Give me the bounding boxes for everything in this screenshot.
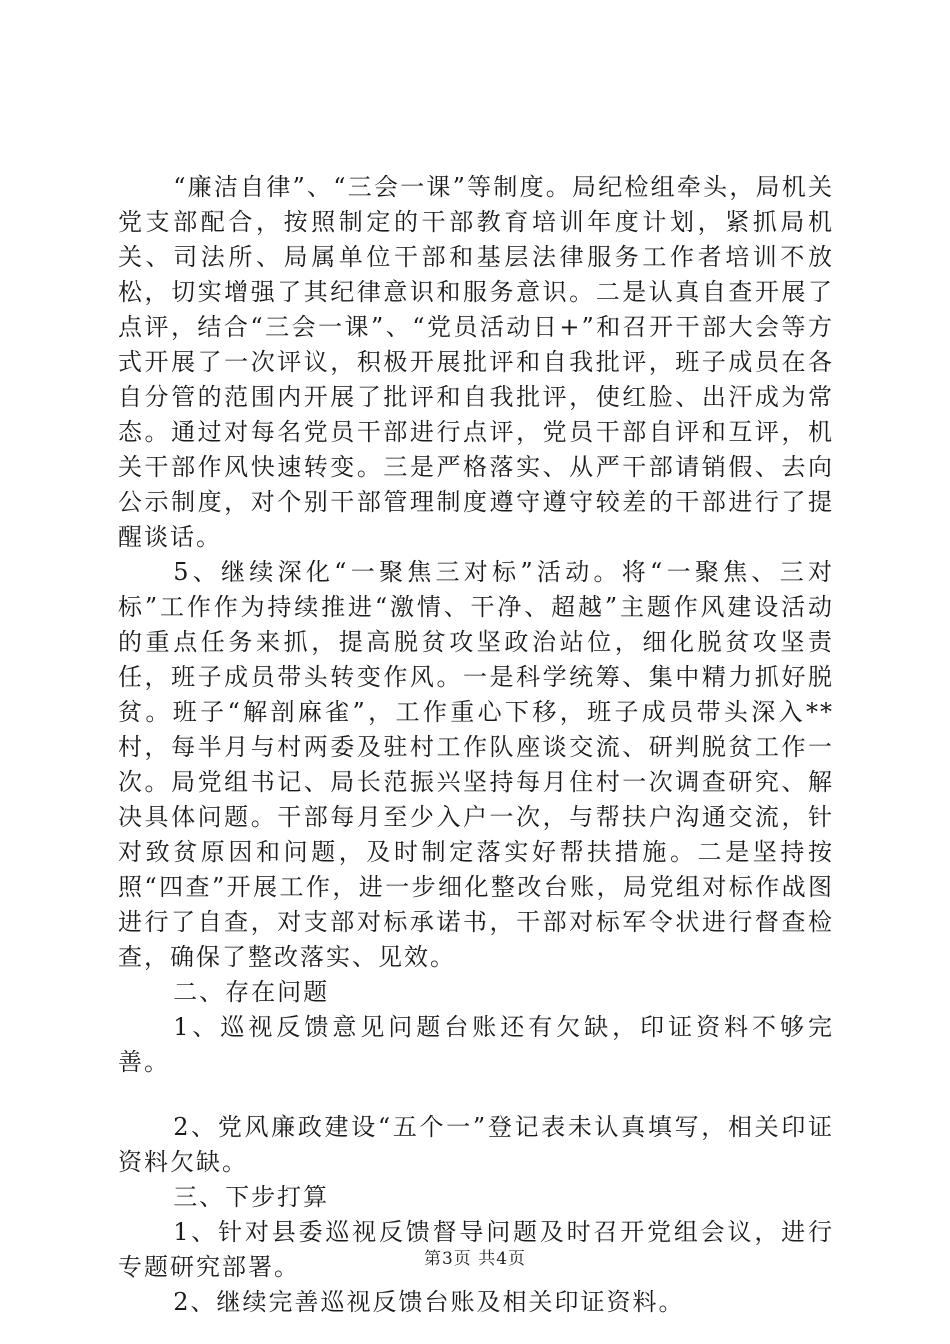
section-heading-next-steps: 三、下步打算 [173,1183,330,1211]
page-number-footer: 第3页 共4页 [423,1249,527,1269]
document-body [118,170,834,1320]
list-item-problem-1: 1、巡视反馈意见问题台账还有欠缺，印证资料不够完善。 [118,1013,834,1076]
list-item-next-step-2: 2、继续完善巡视反馈台账及相关印证资料。 [173,1288,685,1316]
list-item-next-step-1: 1、针对县委巡视反馈督导问题及时召开党组会议，进行专题研究部署。 [118,1218,834,1281]
paragraph-focus-benchmark: 5、继续深化“一聚焦三对标”活动。将“一聚焦、三对标”工作作为持续推进“激情、干净、超越”主题作风建设活动的重点任务来抓，提高脱贫攻坚政治站位，细化脱贫攻坚责任，班子成员带头转变作风。一是科学统筹、集中精力抓好脱贫。班子“解剖麻雀”，工作重心下移，班子成员带头深入**村，每半月与村两委及驻村工作队座谈交流、研判脱贫工作一次。局党组书记、局长范振兴坚持每月住村一次调查研究、解决具体问题。干部每月至少入户一次，与帮扶户沟通交流，针对致贫原因和问题，及时制定落实好帮扶措施。二是坚持按照“四查”开展工作，进一步细化整改台账，局党组对标作战图进行了自查，对支部对标承诺书，干部对标军令状进行督查检查，确保了整改落实、见效。 [118,558,834,971]
list-item-problem-2: 2、党风廉政建设“五个一”登记表未认真填写，相关印证资料欠缺。 [118,1113,834,1176]
paragraph-discipline-review: “廉洁自律”、“三会一课”等制度。局纪检组牵头，局机关党支部配合，按照制定的干部教育培训年度计划，紧抓局机关、司法所、局属单位干部和基层法律服务工作者培训不放松，切实增强了其纪律意识和服务意识。二是认真自查开展了点评，结合“三会一课”、“党员活动日+”和召开干部大会等方式开展了一次评议，积极开展批评和自我批评，班子成员在各自分管的范围内开展了批评和自我批评，使红脸、出汗成为常态。通过对每名党员干部进行点评，党员干部自评和互评，机关干部作风快速转变。三是严格落实、从严干部请销假、去向公示制度，对个别干部管理制度遵守遵守较差的干部进行了提醒谈话。 [118,173,834,551]
section-heading-problems: 二、存在问题 [173,978,330,1006]
